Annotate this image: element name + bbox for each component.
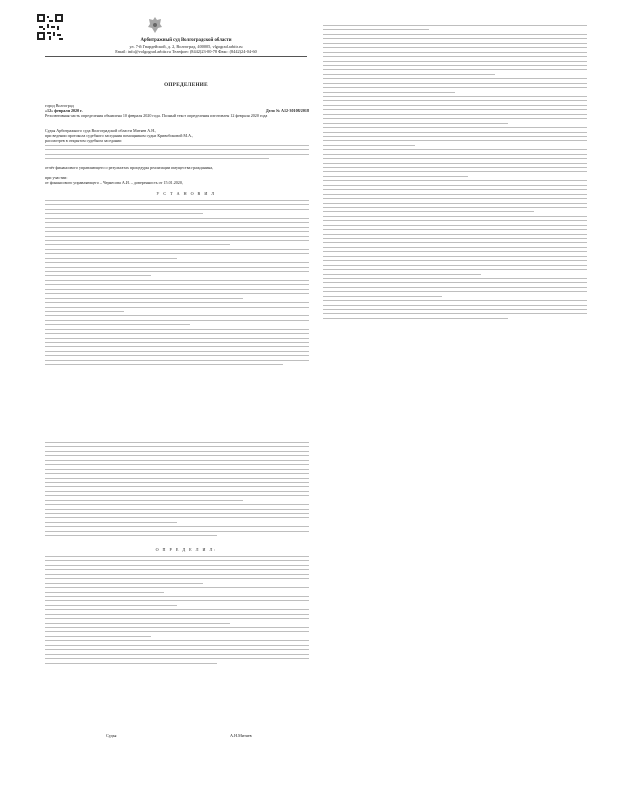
case-number: Дело № А12-30108/2018: [265, 108, 309, 113]
intro-representative: от финансового управляющего – Черкесова А.И. – доверенность от 15.01.2020,: [45, 180, 183, 185]
coat-of-arms-emblem: [147, 16, 163, 34]
qr-code: [37, 14, 63, 40]
intro-report: отчёт финансового управляющего о результатах процедуры реализации имущества гражданина,: [45, 165, 214, 170]
court-contacts: Email: info@volgograd.arbitr.ru Телефон: (8442)23-00-78 Факс: (8442)24-04-60: [115, 49, 257, 54]
right-column-text-page1: [323, 25, 587, 322]
decided-heading: О П Р Е Д Е Л И Л:: [155, 547, 217, 552]
announcement-note: Резолютивная часть определения объявлена 10 февраля 2020 года. Полный текст определения изготовлен 12 февраля 2020 года: [45, 113, 268, 118]
established-heading: У С Т А Н О В И Л: [156, 191, 216, 196]
decision-body-text: [45, 556, 309, 667]
intro-attendance: при участии:: [45, 175, 68, 180]
header-divider: [45, 56, 307, 57]
city: город Волгоград: [45, 103, 74, 108]
document-title: ОПРЕДЕЛЕНИЕ: [164, 82, 208, 88]
intro-secretary: при ведении протокола судебного заседания помощником судьи Кривобоковой М.А.,: [45, 133, 194, 138]
case-party-paragraph: [45, 145, 309, 163]
established-body-text: [45, 200, 309, 369]
court-name: Арбитражный суд Волгоградской области: [140, 38, 232, 43]
court-address: ул. 7-й Гвардейской, д. 2, Волгоград, 400005, vlgograd.arbitr.ru: [129, 44, 243, 49]
decision-date: «12» февраля 2020 г.: [45, 108, 83, 113]
intro-judge: Судья Арбитражного суда Волгоградской области Митяев А.Н.,: [45, 128, 157, 133]
intro-considering: рассмотрев в открытом судебном заседании: [45, 138, 122, 143]
signature-name: А.Н.Митяев: [230, 733, 252, 738]
signature-role: Судья: [106, 733, 117, 738]
left-column-text-page2: [45, 442, 309, 540]
